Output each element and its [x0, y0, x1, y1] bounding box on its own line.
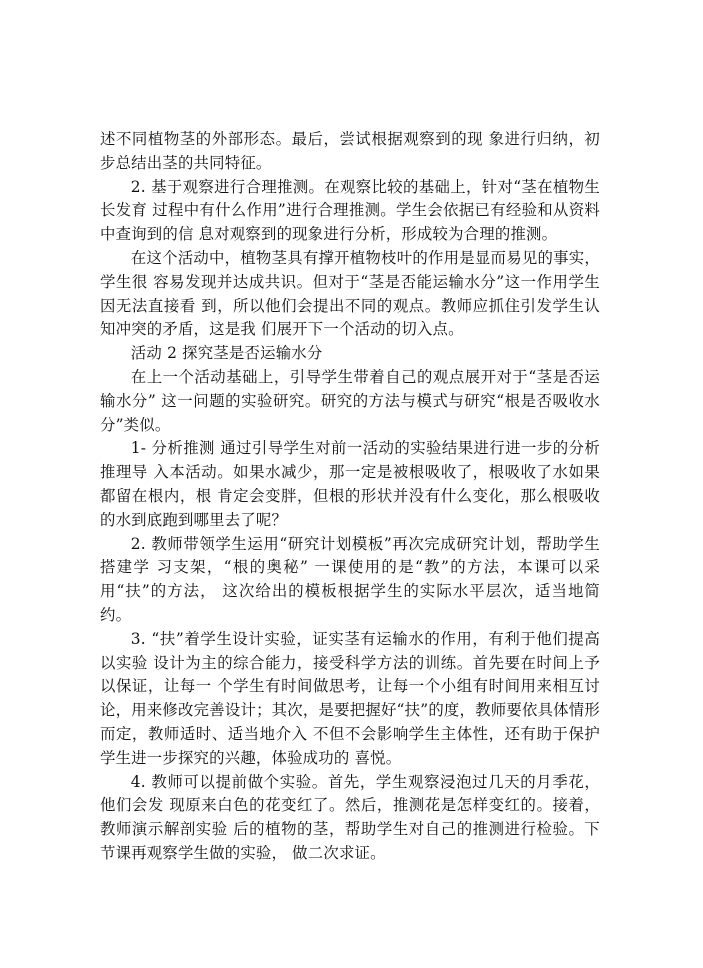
- paragraph-step-2-inference: 2. 基于观察进行合理推测。在观察比较的基础上，针对“茎在植物生长发育 过程中有什么作用”进行合理推测。学生会依据已有经验和从资料中查询到的信 息对观察到的现象进行分析，形成较为合理的推测。: [100, 177, 600, 244]
- paragraph-step-1-analysis: 1- 分析推测 通过引导学生对前一活动的实验结果进行进一步的分析推理导 入本活动。如果水减少，那一定是被根吸收了，根吸收了水如果都留在根内，根 肯定会变胖，但根的形状并没有什么变化，那么根吸收的水到底跑到哪里去了呢？: [100, 439, 600, 529]
- document-body: [100, 128, 600, 866]
- paragraph-activity-2-intro: 在上一个活动基础上，引导学生带着自己的观点展开对于“茎是否运输水分” 这一问题的实验研究。研究的方法与模式与研究“根是否吸收水分”类似。: [100, 367, 600, 434]
- paragraph-step-4-demo: 4. 教师可以提前做个实验。首先，学生观察浸泡过几天的月季花，他们会发 现原来白色的花变红了。然后，推测花是怎样变红的。接着，教师演示解剖实验 后的植物的茎，帮助学生对自己的推测进行检验。下节课再观察学生做的实验， 做二次求证。: [100, 772, 600, 862]
- activity-2-heading: 活动 2 探究茎是否运输水分: [130, 344, 323, 363]
- paragraph-step-2-plan-template: 2. 教师带领学生运用“研究计划模板”再次完成研究计划，帮助学生搭建学 习支架，“根的奥秘” 一课使用的是“教”的方法，本课可以采用“扶”的方法， 这次给出的模板根据学生的实际水平层次，适当地简约。: [100, 534, 600, 624]
- paragraph-observation-end: 述不同植物茎的外部形态。最后，尝试根据观察到的现 象进行归纳，初步总结出茎的共同特征。: [100, 130, 600, 172]
- paragraph-activity-discussion: 在这个活动中，植物茎具有撑开植物枝叶的作用是显而易见的事实，学生很 容易发现并达成共识。但对于“茎是否能运输水分”这一作用学生因无法直接看 到，所以他们会提出不同的观点。教师应抓住引发学生认知冲突的矛盾，这是我 们展开下一个活动的切入点。: [100, 248, 600, 339]
- paragraph-step-3-experiment-design: 3. “扶”着学生设计实验，证实茎有运输水的作用，有利于他们提高以实验 设计为主的综合能力，接受科学方法的训练。首先要在时间上予以保证，让每一 个学生有时间做思考，让每一个小组有时间用来相互讨论，用来修改完善设计；其次，是要把握好“扶”的度，教师要依具体情形而定，教师适时、适当地介入 不但不会影响学生主体性，还有助于保护学生进一步探究的兴趣，体验成功的 喜悦。: [100, 629, 600, 767]
